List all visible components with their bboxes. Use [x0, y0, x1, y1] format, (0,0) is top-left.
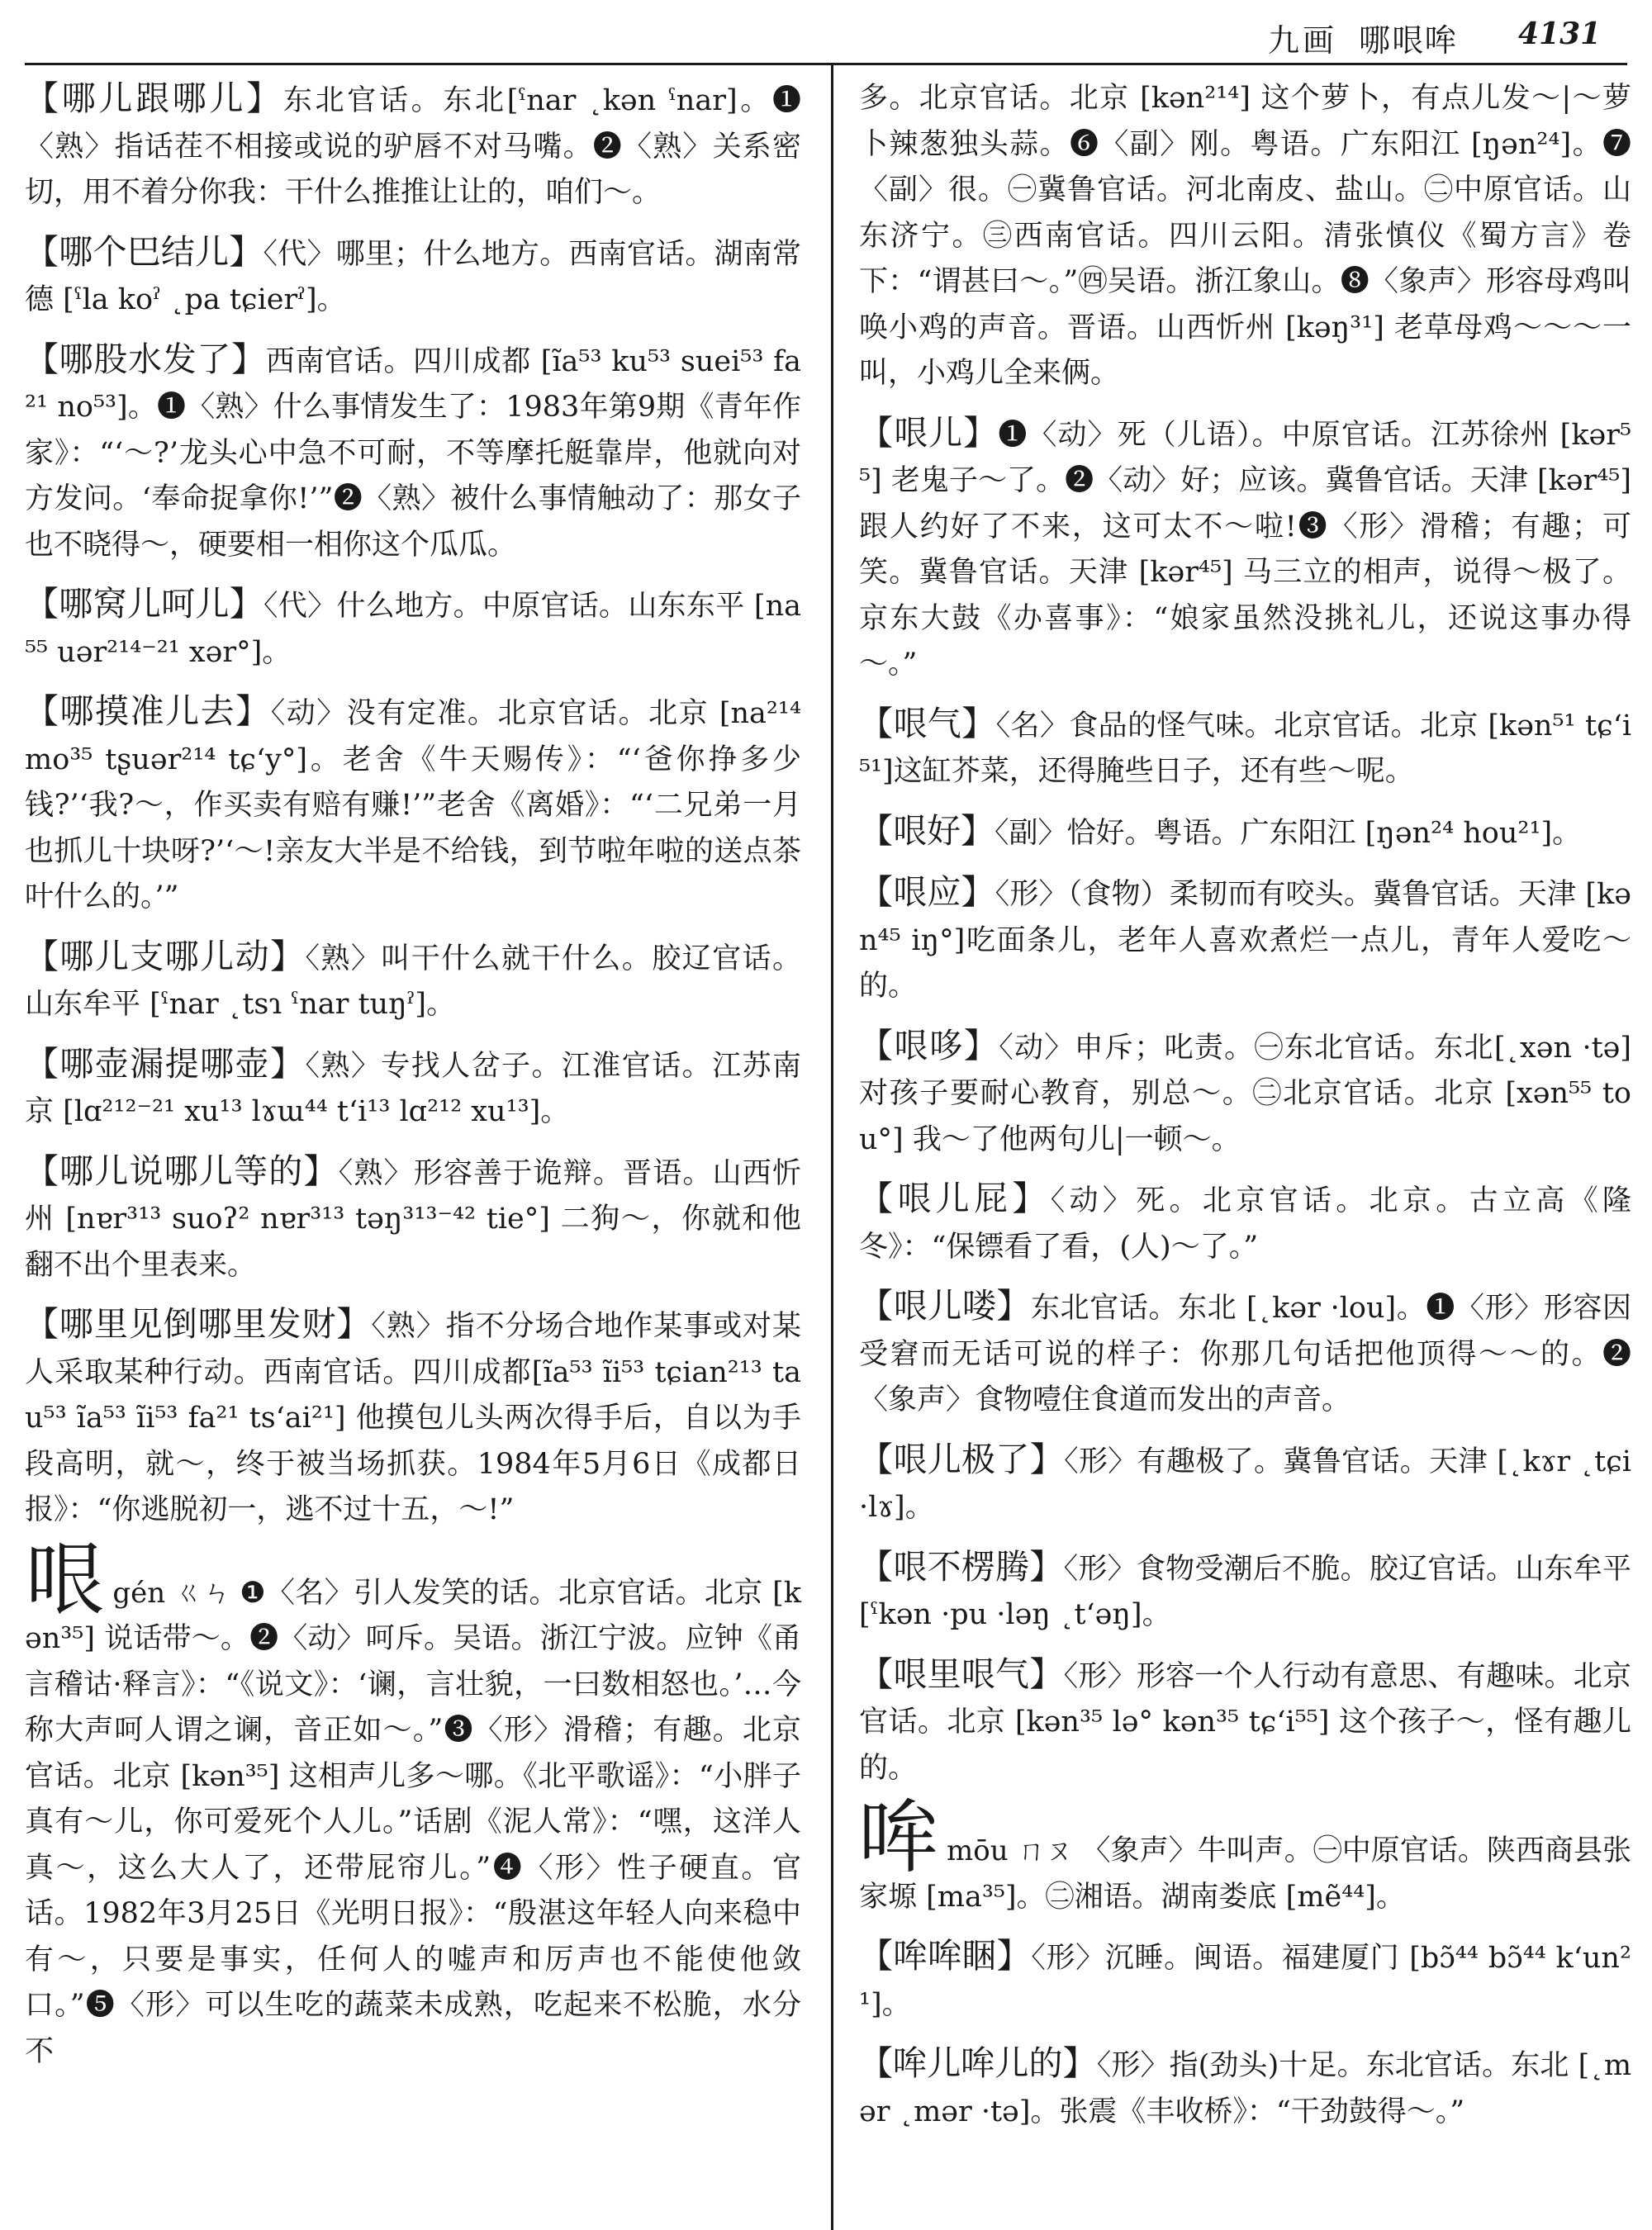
character-definition: ❶〈名〉引人发笑的话。北京官话。北京 [kən³⁵] 说话带～。❷〈动〉呵斥。吴语。浙江宁波。应钟《甬言稽诂·释言》：“《说文》：‘谰，言壮貌，一曰数相怒也。’…今称大声呵人谓之谰，音正如～。”❸〈形〉滑稽；有趣。北京官话。北京 [kən³⁵] 这相声儿多～哪。《北平歌谣》：“小胖子真有～儿，你可爱死个人儿。”话剧《泥人常》：“嘿，这洋人真～，这么大人了，还带屁帘儿。”❹〈形〉性子硬直。官话。1982年3月25日《光明日报》：“殷湛这年轻人向来稳中有～，只要是事实，任何人的嘘声和厉声也不能使他敛口。”❺〈形〉可以生吃的蔬菜未成熟，吃起来不松脆，水分不	[25, 1576, 802, 2068]
entry-definition: 〈形〉食物受潮后不脆。胶辽官话。山东牟平 [ˁkən ·pu ·ləŋ ˛tʻəŋ]。	[859, 1552, 1631, 1631]
entry-headword: 【哏哆】	[859, 1025, 999, 1065]
entry-definition: 〈动〉没有定准。北京官话。北京 [na²¹⁴ mo³⁵ tʂuər²¹⁴ tɕʻy°]。老舍《牛天赐传》：“‘爸你挣多少钱?’‘我?～，作买卖有赔有赚!’”老舍《离婚》：“‘二兄弟一月也抓儿十块呀?’‘～!亲友大半是不给钱，到节啦年啦的送点茶叶什么的。’”	[25, 697, 801, 913]
dictionary-entry	[25, 1302, 801, 1534]
dictionary-entry	[859, 1437, 1631, 1531]
character-entry-mou	[859, 1791, 1631, 1920]
left-column	[25, 76, 801, 2088]
entry-headword: 【哪摸准儿去】	[25, 691, 271, 731]
entry-headword: 【哪儿支哪儿动】	[25, 936, 306, 976]
dictionary-entry	[25, 76, 801, 216]
dictionary-entry	[859, 1283, 1631, 1424]
header-stroke-count: 九画	[1268, 22, 1338, 59]
dictionary-entry	[859, 870, 1631, 1010]
entry-definition: 多。北京官话。北京 [kən²¹⁴] 这个萝卜，有点儿发～|～萝卜辣葱独头蒜。❻〈副〉刚。粤语。广东阳江 [ŋən²⁴]。❼〈副〉很。㊀冀鲁官话。河北南皮、盐山。㊁中原官话。山东济宁。㊂西南官话。四川云阳。清张慎仪《蜀方言》卷下：“谓甚曰～。”㊃吴语。浙江象山。❽〈象声〉形容母鸡叫唤小鸡的声音。晋语。山西忻州 [kəŋ³¹] 老草母鸡～～～一叫，小鸡儿全来俩。	[859, 82, 1631, 390]
entry-headword: 【哞儿哞儿的】	[859, 2043, 1097, 2083]
dictionary-entry	[859, 1652, 1631, 1792]
entry-definition: 东北官话。东北[ˁnar ˛kən ˁnar]。❶〈熟〉指话茬不相接或说的驴唇不对马嘴。❷〈熟〉关系密切，用不着分你我：干什么推推让让的，咱们～。	[25, 84, 801, 209]
entry-definition: 〈名〉食品的怪气味。北京官话。北京 [kən⁵¹ tɕʻi⁵¹]这缸芥菜，还得腌些日子，还有些～呢。	[859, 709, 1632, 788]
entry-definition: 〈熟〉形容善于诡辩。晋语。山西忻州 [nɐr³¹³ suoʔ² nɐr³¹³ təŋ³¹³⁻⁴² tie°] 二狗～，你就和他翻不出个里表来。	[25, 1156, 801, 1282]
entry-headword: 【哪股水发了】	[25, 339, 266, 379]
character-definition: 〈象声〉牛叫声。㊀中原官话。陕西商县张家塬 [ma³⁵]。㊁湘语。湖南娄底 [mẽ⁴⁴]。	[859, 1834, 1631, 1914]
dictionary-entry	[859, 809, 1631, 857]
entry-definition: 〈形〉有趣极了。冀鲁官话。天津 [˛kɤr ˛tɕi ·lɤ]。	[859, 1445, 1632, 1524]
entry-headword: 【哪儿说哪儿等的】	[25, 1151, 339, 1191]
entry-headword: 【哏气】	[859, 703, 996, 743]
entry-definition: 〈形〉沉睡。闽语。福建厦门 [bɔ̃⁴⁴ bɔ̃⁴⁴ kʻun²¹]。	[859, 1942, 1632, 2021]
entry-headword: 【哏不楞腾】	[859, 1546, 1064, 1587]
entry-headword: 【哪里见倒哪里发财】	[25, 1304, 372, 1344]
entry-headword: 【哏儿喽】	[859, 1286, 1032, 1326]
entry-definition: 〈代〉哪里；什么地方。西南官话。湖南常德 [ˁla koˀ ˛pa tɕierˀ]。	[25, 237, 801, 316]
dictionary-entry	[859, 2041, 1631, 2135]
entry-definition: 〈动〉死。北京官话。北京。古立高《隆冬》：“保镖看了看，(人)～了。”	[859, 1184, 1631, 1264]
header-rule	[25, 63, 1627, 65]
entry-definition: 〈副〉恰好。粤语。广东阳江 [ŋən²⁴ hou²¹]。	[995, 816, 1582, 850]
dictionary-entry	[25, 934, 801, 1028]
entry-headword: 【哏儿极了】	[859, 1439, 1065, 1479]
entry-definition: 〈形〉（食物）柔韧而有咬头。冀鲁官话。天津 [kən⁴⁵ iŋ°]吃面条儿，老年人喜欢煮烂一点儿，青年人爱吃～的。	[859, 878, 1631, 1003]
dictionary-entry	[25, 1149, 801, 1289]
entry-definition: 〈熟〉指不分场合地作某事或对某人采取某种行动。西南官话。四川成都[ĩa⁵³ ĩi⁵³ tɕian²¹³ tau⁵³ ĩa⁵³ ĩi⁵³ fa²¹ tsʻai²¹] 他摸包儿头两次得手后，自以为手段高明，就～，终于被当场抓获。1984年5月6日《成都日报》：“你逃脱初一，逃不过十五，～!”	[25, 1310, 801, 1526]
entry-headword: 【哪个巴结儿】	[25, 231, 263, 272]
character-pinyin: mōu ㄇㄡ	[947, 1834, 1074, 1867]
dictionary-entry-continued	[859, 76, 1631, 397]
entry-definition: 〈形〉形容一个人行动有意思、有趣味。北京官话。北京 [kən³⁵ lə° kən³⁵ tɕʻi⁵⁵] 这个孩子～，怪有趣儿的。	[859, 1659, 1631, 1785]
head-character: 哞	[859, 1791, 939, 1884]
entry-definition: 西南官话。四川成都 [ĩa⁵³ ku⁵³ suei⁵³ fa²¹ no⁵³]。❶〈熟〉什么事情发生了：1983年第9期《青年作家》：“‘～?’龙头心中急不可耐，不等摩托艇靠岸，他就向对方发问。‘奉命捉拿你!’”❷〈熟〉被什么事情触动了：那女子也不晓得～，硬要相一相你这个瓜瓜。	[25, 344, 801, 562]
page-number: 4131	[1518, 17, 1602, 51]
entry-headword: 【哏应】	[859, 872, 995, 912]
entry-headword: 【哪窝儿呵儿】	[25, 584, 264, 624]
entry-headword: 【哏好】	[859, 810, 995, 851]
head-character: 哏	[25, 1533, 105, 1626]
dictionary-entry	[859, 1176, 1631, 1270]
dictionary-entry	[859, 701, 1631, 795]
entry-definition: 东北官话。东北 [˛kər ·lou]。❶〈形〉形容因受窘而无话可说的样子：你那几句话把他顶得～～的。❷〈象声〉食物噎住食道而发出的声音。	[859, 1292, 1632, 1416]
dictionary-entry	[859, 1933, 1631, 2028]
dictionary-entry	[25, 337, 801, 569]
dictionary-entry	[25, 230, 801, 324]
entry-definition: ❶〈动〉死（儿语）。中原官话。江苏徐州 [kər⁵⁵] 老鬼子～了。❷〈动〉好；应该。冀鲁官话。天津 [kər⁴⁵] 跟人约好了不来，这可太不～啦!❸〈形〉滑稽；有趣；可笑。冀鲁官话。天津 [kər⁴⁵] 马三立的相声，说得～极了。京东大鼓《办喜事》：“娘家虽然没挑礼儿，还说这事办得～。”	[859, 418, 1632, 681]
dictionary-entry	[859, 410, 1631, 688]
entry-definition: 〈形〉指(劲头)十足。东北官话。东北 [˛mər ˛mər ·tə]。张震《丰收桥》：“干劲鼓得～。”	[859, 2049, 1632, 2128]
entry-definition: 〈熟〉叫干什么就干什么。胶辽官话。山东牟平 [ˁnar ˛tsɿ ˁnar tuŋˀ]。	[25, 942, 801, 1021]
right-column	[859, 76, 1631, 2148]
character-pinyin: gén ㄍㄣ	[112, 1576, 232, 1610]
page-header	[0, 0, 1652, 59]
entry-definition: 〈代〉什么地方。中原官话。山东东平 [na⁵⁵ uər²¹⁴⁻²¹ xər°]。	[25, 590, 801, 669]
dictionary-entry	[25, 689, 801, 921]
entry-headword: 【哞哞睏】	[859, 1936, 1032, 1976]
dictionary-entry	[859, 1023, 1631, 1164]
dictionary-entry	[25, 1041, 801, 1136]
dictionary-entry	[859, 1544, 1631, 1639]
entry-headword: 【哏儿屁】	[859, 1179, 1051, 1218]
entry-headword: 【哪壶漏提哪壶】	[25, 1043, 306, 1084]
dictionary-entry	[25, 581, 801, 676]
entry-definition: 〈熟〉专找人岔子。江淮官话。江苏南京 [lɑ²¹²⁻²¹ xu¹³ lɤɯ⁴⁴ tʻi¹³ lɑ²¹² xu¹³]。	[25, 1049, 801, 1128]
column-divider	[831, 64, 833, 2230]
entry-headword: 【哪儿跟哪儿】	[25, 78, 283, 118]
header-index-chars: 哪哏哞	[1359, 22, 1459, 59]
entry-definition: 〈动〉申斥；叱责。㊀东北官话。东北[˛xən ·tə]对孩子要耐心教育，别总～。㊁北京官话。北京 [xən⁵⁵ tou°] 我～了他两句儿|一顿～。	[859, 1031, 1631, 1156]
entry-headword: 【哏里哏气】	[859, 1654, 1064, 1694]
entry-headword: 【哏儿】	[859, 412, 999, 453]
character-entry-gen	[25, 1533, 802, 2076]
